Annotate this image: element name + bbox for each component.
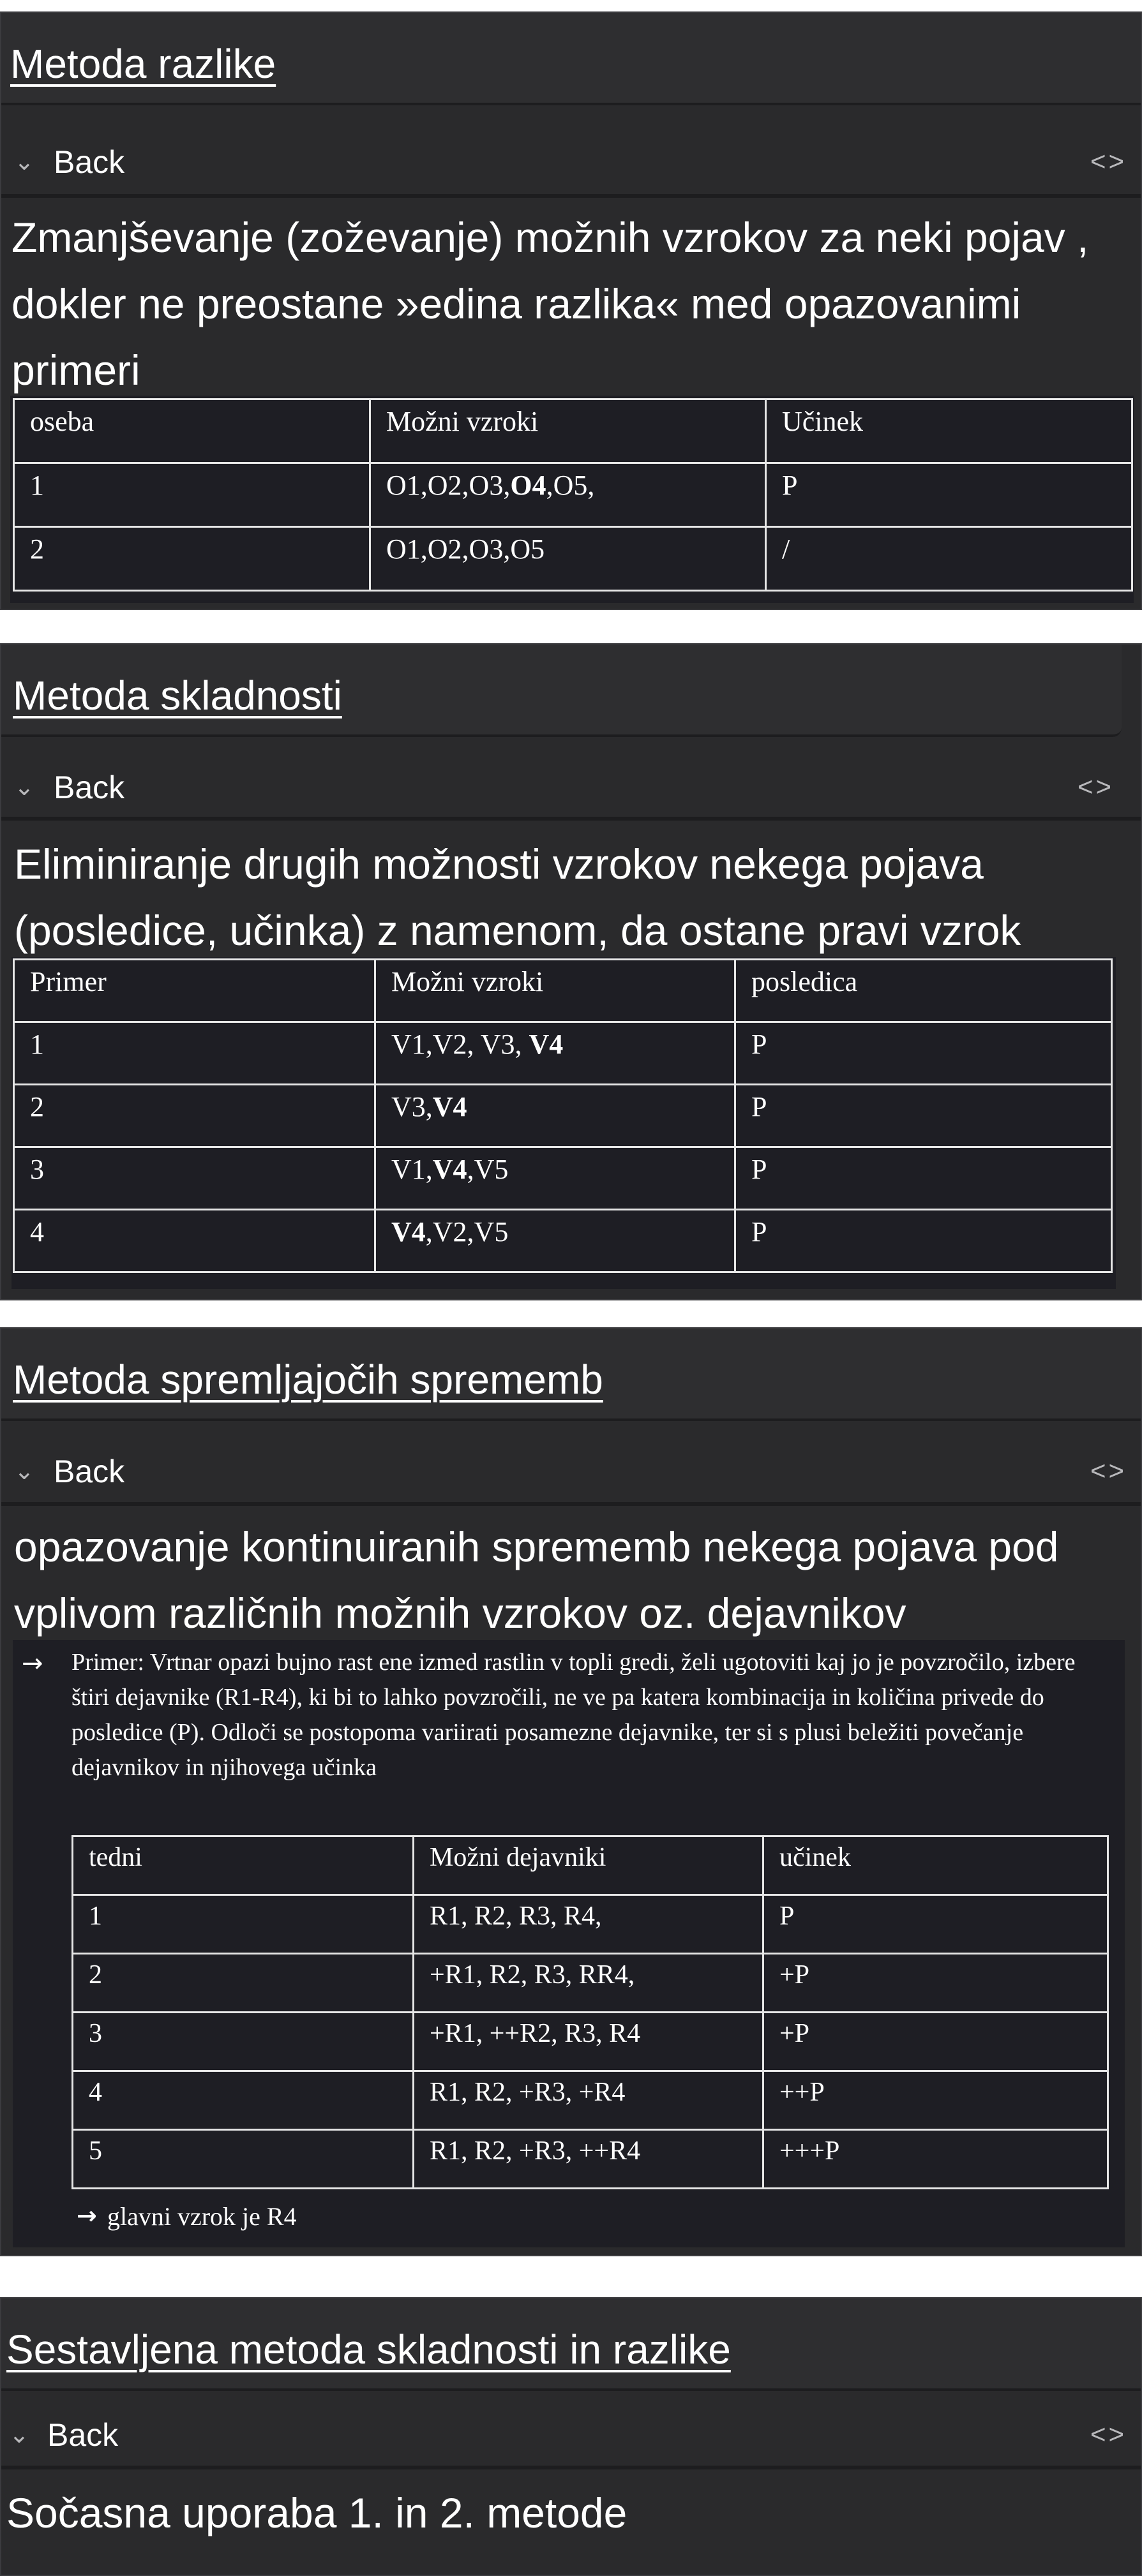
back-toggle[interactable] (1, 128, 1141, 197)
header-cell: Učinek (766, 399, 1132, 463)
table-cell: +R1, ++R2, R3, R4 (414, 2013, 763, 2071)
table-row (73, 2071, 1108, 2130)
slide-image (10, 396, 1134, 603)
back-toggle[interactable] (1, 753, 1141, 822)
chevron-down-icon: ⌄ (14, 774, 34, 801)
table-cell: R1, R2, +R3, ++R4 (414, 2130, 763, 2189)
header-cell: tedni (73, 1836, 414, 1895)
header-cell: učinek (763, 1836, 1108, 1895)
table-cell: O1,O2,O3,O4,O5, (370, 463, 766, 527)
table-cell: 4 (73, 2071, 414, 2130)
table-cell: P (735, 1147, 1112, 1210)
table-cell: +++P (763, 2130, 1108, 2189)
table-cell: V3,V4 (375, 1085, 735, 1147)
card-metoda-spremljajocih-sprememb (0, 1327, 1142, 2256)
data-table (13, 958, 1113, 1273)
table-cell: 2 (14, 527, 370, 591)
header-cell: Možni vzroki (375, 960, 735, 1022)
code-icon[interactable]: <> (1090, 1456, 1127, 1485)
table-header-row (14, 960, 1112, 1022)
table-cell: O1,O2,O3,O5 (370, 527, 766, 591)
table-header-row (14, 399, 1132, 463)
data-table (13, 398, 1133, 592)
code-icon[interactable]: <> (1077, 771, 1114, 801)
data-table (71, 1835, 1109, 2189)
table-row (14, 1147, 1112, 1210)
table-cell: / (766, 527, 1132, 591)
table-row (14, 1085, 1112, 1147)
card-title-link[interactable]: Sestavljena metoda skladnosti in razlike (6, 2327, 731, 2372)
card-description: opazovanje kontinuiranih sprememb nekega pojava pod vplivom različnih možnih vzrokov oz. dejavnikov (14, 1523, 1059, 1637)
card-description: Zmanjševanje (zoževanje) možnih vzrokov za neki pojav , dokler ne preostane »edina razlika« med opazovanimi primeri (11, 214, 1089, 394)
card-description: Sočasna uporaba 1. in 2. metode (6, 2489, 627, 2536)
code-icon[interactable]: <> (1090, 2419, 1127, 2449)
table-cell: +P (763, 1954, 1108, 2013)
divider (1, 2466, 1141, 2469)
table-cell: P (735, 1085, 1112, 1147)
table-cell: 1 (14, 1022, 375, 1085)
table-header-row (73, 1836, 1108, 1895)
card-title-link[interactable]: Metoda razlike (10, 41, 276, 87)
arrow-right-bold-icon: → (77, 2201, 97, 2230)
chevron-down-icon: ⌄ (14, 1458, 34, 1485)
table-row (14, 527, 1132, 591)
back-label: Back (54, 770, 125, 805)
header-cell: Možni vzroki (370, 399, 766, 463)
back-label: Back (47, 2417, 119, 2453)
card-description: Eliminiranje drugih možnosti vzrokov nekega pojava (posledice, učinka) z namenom, da ostane pravi vzrok (14, 840, 1021, 954)
table-cell: 2 (14, 1085, 375, 1147)
table-cell: +P (763, 2013, 1108, 2071)
header-cell: oseba (14, 399, 370, 463)
table-row (14, 463, 1132, 527)
divider (1, 1502, 1141, 1506)
table-row (73, 2013, 1108, 2071)
header-cell: posledica (735, 960, 1112, 1022)
table-cell: +R1, R2, R3, RR4, (414, 1954, 763, 2013)
table-cell: ++P (763, 2071, 1108, 2130)
table-cell: P (763, 1895, 1108, 1954)
chevron-down-icon: ⌄ (9, 2422, 29, 2448)
table-cell: 1 (14, 463, 370, 527)
divider (1, 194, 1141, 198)
table-cell: V1,V4,V5 (375, 1147, 735, 1210)
table-row (73, 2130, 1108, 2189)
table-row (14, 1022, 1112, 1085)
table-cell: 2 (73, 1954, 414, 2013)
code-icon[interactable]: <> (1090, 146, 1127, 176)
table-row (14, 1210, 1112, 1272)
slide-image (13, 1640, 1125, 2247)
back-toggle[interactable] (1, 1437, 1141, 1506)
example-text: Primer: Vrtnar opazi bujno rast ene izmed rastlin v topli gredi, želi ugotoviti kaj jo je povzročilo, izbere štiri dejavnike (R1-R4), ki bi to lahko povzročili, ne ve pa katera kombinacija in količina privede do posledice (P). Odloči se postopoma variirati posamezne dejavnike, ter si s plusi beležiti povečanje dejavnikov in njihovega učinka (71, 1649, 1076, 1781)
header-cell: Primer (14, 960, 375, 1022)
table-cell: R1, R2, +R3, +R4 (414, 2071, 763, 2130)
back-label: Back (54, 1454, 125, 1489)
chevron-down-icon: ⌄ (14, 149, 34, 175)
table-cell: 3 (14, 1147, 375, 1210)
back-toggle[interactable] (1, 2401, 1141, 2469)
table-cell: V1,V2, V3, V4 (375, 1022, 735, 1085)
slide-image (11, 957, 1116, 1289)
card-sestavljena-metoda (0, 2297, 1142, 2576)
table-cell: P (766, 463, 1132, 527)
card-title-bar (1, 1329, 1141, 1421)
table-cell: 5 (73, 2130, 414, 2189)
table-cell: R1, R2, R3, R4, (414, 1895, 763, 1954)
card-metoda-skladnosti (0, 643, 1142, 1300)
back-label: Back (54, 144, 125, 180)
divider (1, 817, 1141, 821)
table-cell: P (735, 1210, 1112, 1272)
table-row (73, 1954, 1108, 2013)
table-cell: P (735, 1022, 1112, 1085)
arrow-right-icon: → (22, 1649, 43, 1678)
card-title-link[interactable]: Metoda skladnosti (13, 673, 342, 718)
conclusion-text: glavni vzrok je R4 (107, 2202, 297, 2231)
table-row (73, 1895, 1108, 1954)
table-cell: 1 (73, 1895, 414, 1954)
card-title-bar (1, 2298, 1141, 2391)
card-title-bar (1, 13, 1141, 105)
card-metoda-razlike (0, 11, 1142, 610)
header-cell: Možni dejavniki (414, 1836, 763, 1895)
table-cell: 3 (73, 2013, 414, 2071)
table-cell: 4 (14, 1210, 375, 1272)
card-title-bar (1, 644, 1122, 737)
card-title-link[interactable]: Metoda spremljajočih sprememb (13, 1357, 603, 1403)
table-cell: V4,V2,V5 (375, 1210, 735, 1272)
